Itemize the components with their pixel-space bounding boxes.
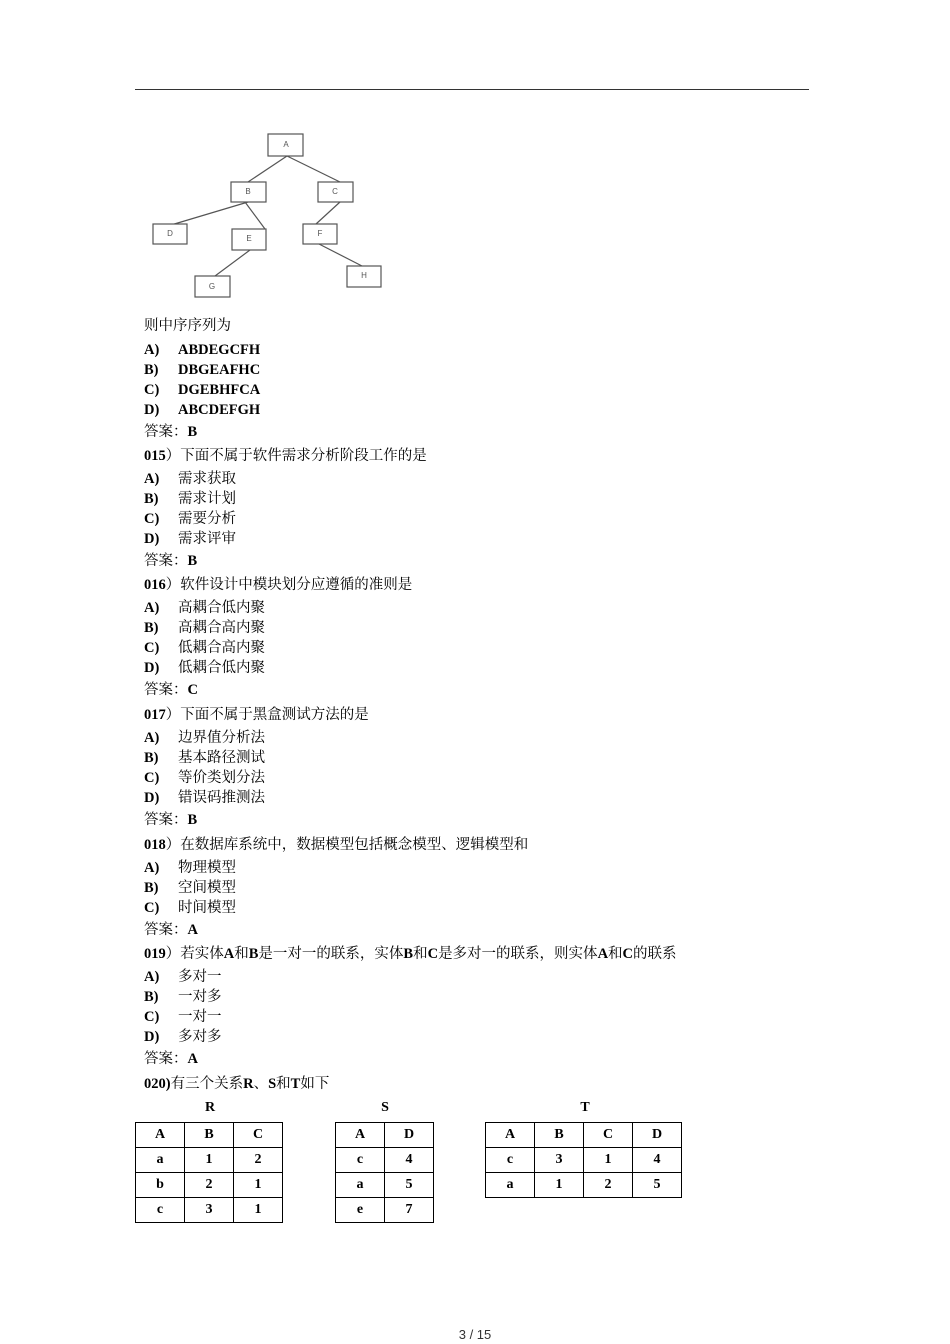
table-header-row: A B C D xyxy=(486,1123,682,1148)
q018-option-b: B) 空间模型 xyxy=(144,880,236,896)
edge-f-h xyxy=(319,244,362,266)
table-row: e 7 xyxy=(336,1198,434,1223)
svg-text:F: F xyxy=(317,229,323,239)
q015-answer: 答案：B xyxy=(144,553,198,569)
q018-answer: 答案：A xyxy=(144,922,198,938)
tree-node-e xyxy=(232,229,266,250)
tree-node-g xyxy=(195,276,230,297)
tree-node-c xyxy=(318,182,353,202)
svg-text:C: C xyxy=(332,187,338,197)
edge-b-e xyxy=(245,202,265,229)
relation-r-table xyxy=(135,1122,283,1223)
q014-option-b: B) DBGEAFHC xyxy=(144,362,261,378)
q016-option-a: A) 高耦合低内聚 xyxy=(144,600,265,616)
q019-option-d: D) 多对多 xyxy=(144,1029,222,1045)
relation-s-table xyxy=(335,1122,434,1223)
header-rule xyxy=(135,89,809,90)
q019-answer: 答案：A xyxy=(144,1051,198,1067)
tree-node-f xyxy=(303,224,337,244)
q016-stem: 016）软件设计中模块划分应遵循的准则是 xyxy=(144,577,413,593)
q018-stem: 018）在数据库系统中，数据模型包括概念模型、逻辑模型和 xyxy=(144,837,529,853)
relation-s-title: S xyxy=(381,1100,389,1115)
q019-option-c: C) 一对一 xyxy=(144,1009,222,1025)
q014-stem: 则中序序列为 xyxy=(144,318,231,334)
q019-option-a: A) 多对一 xyxy=(144,969,222,985)
q014-answer: 答案：B xyxy=(144,424,198,440)
q016-option-c: C) 低耦合高内聚 xyxy=(144,640,265,656)
table-header-row: A B C xyxy=(136,1123,283,1148)
q015-option-c: C) 需要分析 xyxy=(144,511,236,527)
relation-r-title: R xyxy=(204,1100,216,1115)
table-row: c 3 1 4 xyxy=(486,1148,682,1173)
edge-a-c xyxy=(287,156,340,182)
svg-text:G: G xyxy=(208,282,216,292)
binary-tree-diagram xyxy=(135,128,395,303)
svg-text:H: H xyxy=(361,271,367,281)
q017-answer: 答案：B xyxy=(144,812,198,828)
q017-stem: 017）下面不属于黑盒测试方法的是 xyxy=(144,707,369,723)
table-header-row: A D xyxy=(336,1123,434,1148)
q019-stem: 019）若实体A和B是一对一的联系，实体B和C是多对一的联系，则实体A和C的联系 xyxy=(144,946,677,962)
q016-option-d: D) 低耦合低内聚 xyxy=(144,660,265,676)
edge-e-g xyxy=(215,250,250,276)
tree-node-h xyxy=(347,266,381,287)
q015-option-d: D) 需求评审 xyxy=(144,531,236,547)
q018-option-c: C) 时间模型 xyxy=(144,900,236,916)
q017-option-d: D) 错误码推测法 xyxy=(144,790,265,806)
q020-stem: 020)有三个关系R、S和T如下 xyxy=(144,1076,330,1092)
table-row: a 1 2 5 xyxy=(486,1173,682,1198)
edge-c-f xyxy=(316,202,340,224)
table-row: b 2 1 xyxy=(136,1173,283,1198)
q017-option-a: A) 边界值分析法 xyxy=(144,730,265,746)
svg-text:A: A xyxy=(283,140,289,150)
q018-option-a: A) 物理模型 xyxy=(144,860,236,876)
q014-option-c: C) DGEBHFCA xyxy=(144,382,261,398)
edge-a-b xyxy=(248,156,287,182)
tree-node-a xyxy=(268,134,303,156)
tree-node-d xyxy=(153,224,187,244)
relation-t-table xyxy=(485,1122,682,1198)
svg-text:B: B xyxy=(245,187,251,197)
relation-t-title: T xyxy=(580,1100,590,1115)
q016-answer: 答案：C xyxy=(144,682,198,698)
q016-option-b: B) 高耦合高内聚 xyxy=(144,620,265,636)
q017-option-b: B) 基本路径测试 xyxy=(144,750,265,766)
q015-option-a: A) 需求获取 xyxy=(144,471,236,487)
tree-node-b xyxy=(231,182,266,202)
q015-option-b: B) 需求计划 xyxy=(144,491,236,507)
q019-option-b: B) 一对多 xyxy=(144,989,222,1005)
q014-option-d: D) ABCDEFGH xyxy=(144,402,261,418)
table-row: c 4 xyxy=(336,1148,434,1173)
table-row: a 1 2 xyxy=(136,1148,283,1173)
table-row: a 5 xyxy=(336,1173,434,1198)
svg-text:D: D xyxy=(167,229,173,239)
page-number: 3 / 15 xyxy=(458,1327,492,1342)
svg-text:E: E xyxy=(246,234,252,244)
edge-b-d xyxy=(171,202,248,225)
q017-option-c: C) 等价类划分法 xyxy=(144,770,265,786)
q015-stem: 015）下面不属于软件需求分析阶段工作的是 xyxy=(144,448,427,464)
table-row: c 3 1 xyxy=(136,1198,283,1223)
q014-option-a: A) ABDEGCFH xyxy=(144,342,261,358)
